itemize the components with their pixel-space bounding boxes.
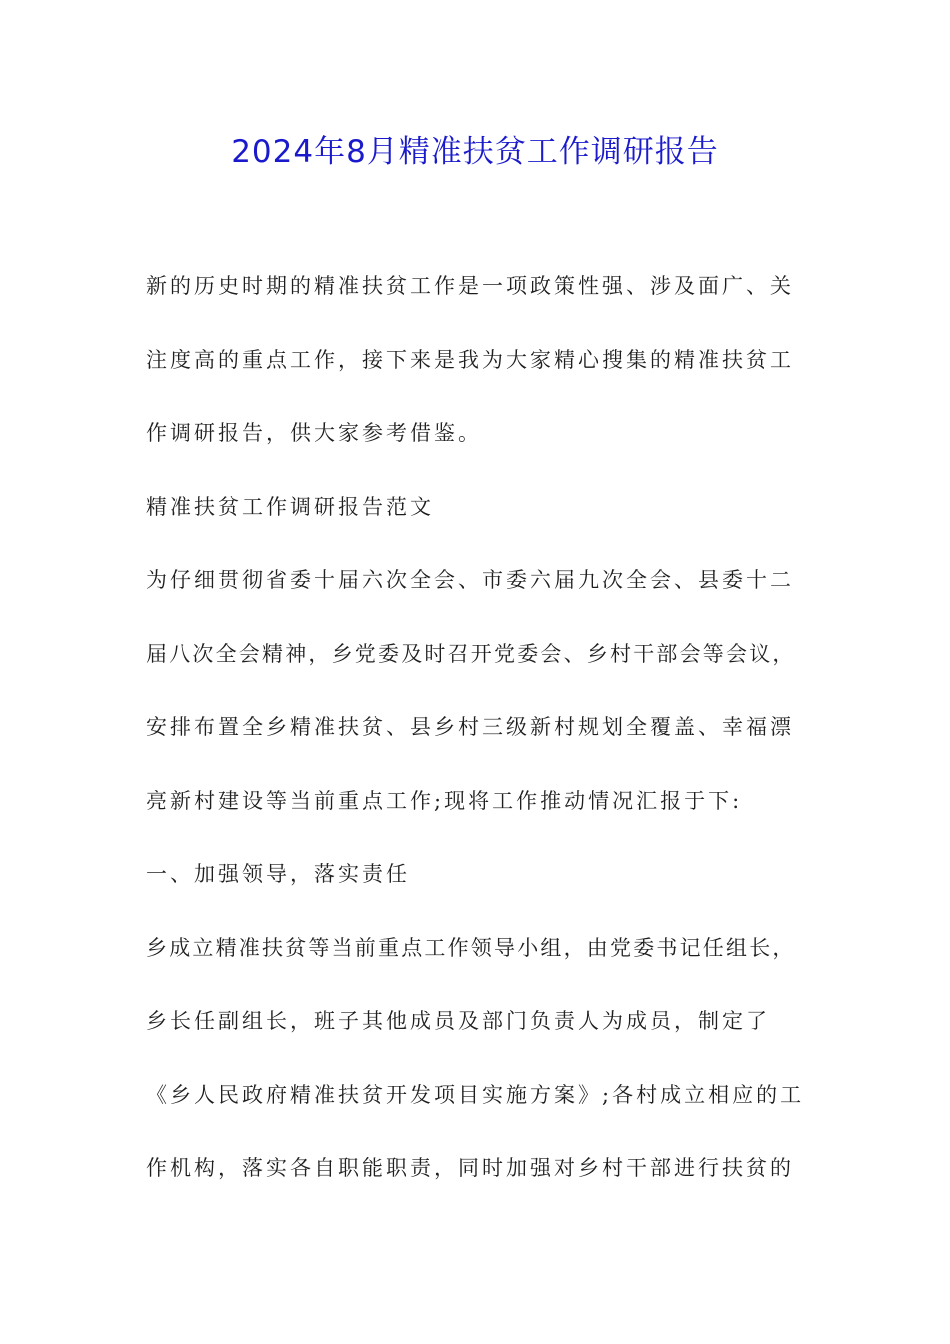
body-line: 作调研报告，供大家参考借鉴。 xyxy=(146,421,482,445)
body-line: 为仔细贯彻省委十届六次全会、市委六届九次全会、县委十二 xyxy=(146,568,794,592)
body-line: 注度高的重点工作，接下来是我为大家精心搜集的精准扶贫工 xyxy=(146,347,794,372)
document-title: 2024年8月精准扶贫工作调研报告 xyxy=(231,134,719,170)
document-body xyxy=(146,262,826,1218)
body-line: 新的历史时期的精准扶贫工作是一项政策性强、涉及面广、关 xyxy=(146,274,794,298)
body-line: 乡长任副组长，班子其他成员及部门负责人为成员，制定了 xyxy=(146,1009,770,1033)
body-line: 届八次全会精神，乡党委及时召开党委会、乡村干部会等会议， xyxy=(146,641,796,666)
body-line: 安排布置全乡精准扶贫、县乡村三级新村规划全覆盖、幸福漂 xyxy=(146,715,794,739)
section-heading: 精准扶贫工作调研报告范文 xyxy=(146,494,434,519)
body-line: 《乡人民政府精准扶贫开发项目实施方案》;各村成立相应的工 xyxy=(146,1082,805,1107)
body-line: 乡成立精准扶贫等当前重点工作领导小组，由党委书记任组长， xyxy=(146,935,796,960)
section-heading: 一、加强领导，落实责任 xyxy=(146,862,410,886)
body-line: 作机构，落实各自职能职责，同时加强对乡村干部进行扶贫的 xyxy=(146,1156,794,1180)
body-line: 亮新村建设等当前重点工作;现将工作推动情况汇报于下: xyxy=(146,788,743,813)
